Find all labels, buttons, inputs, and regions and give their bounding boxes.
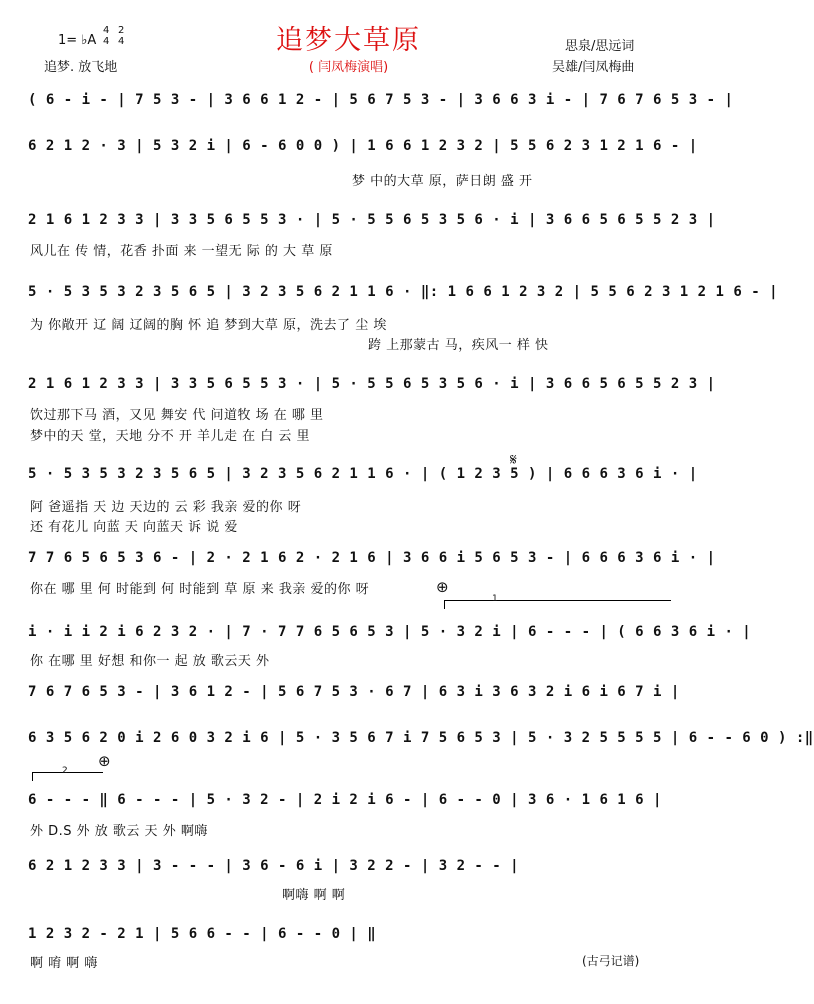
lyric-line-11: 外 D.S 外 放 歌云 天 外 啊嗨 <box>30 824 208 839</box>
album-name: 追梦. 放飞地 <box>44 60 118 75</box>
lyric-line-6a: 阿 爸遥指 天 边 天边的 云 彩 我亲 爱的你 呀 <box>30 500 302 515</box>
lyricist-credit: 思泉/思远词 <box>565 39 635 54</box>
lyric-line-5a: 饮过那下马 酒，又见 舞安 代 问道牧 场 在 哪 里 <box>30 408 324 423</box>
time-signature-1: 4 4 <box>103 25 110 47</box>
score-line-7: 7 7 6 5 6 5 3 6 - | 2 · 2 1 6 2 · 2 1 6 | 3 6 6 i 5 6 5 3 - | 6 6 6 3 6 i · | <box>28 550 716 566</box>
time-signature-2: 2 4 <box>118 25 125 47</box>
score-line-5: 2 1 6 1 2 3 3 | 3 3 5 6 5 5 3 · | 5 · 5 5 6 5 3 5 6 · i | 3 6 6 5 6 5 5 2 3 | <box>28 376 716 392</box>
page-subtitle: ( 闫凤梅演唱) <box>308 60 389 75</box>
coda-mark-2: ⊕ <box>98 752 111 770</box>
score-line-10: 6 3 5 6 2 0 i 2 6 0 3 2 i 6 | 5 · 3 5 6 7 i 7 5 6 5 3 | 5 · 3 2 5 5 5 5 | 6 - - 6 0 ) :‖ <box>28 730 814 746</box>
key-signature: 1= ♭A <box>58 33 97 48</box>
lyric-line-6b: 还 有花儿 向蓝 天 向蓝天 诉 说 爱 <box>30 520 238 535</box>
page-title: 追梦大草原 <box>276 25 421 56</box>
score-line-12: 6 2 1 2 3 3 | 3 - - - | 3 6 - 6 i | 3 2 2 - | 3 2 - - | <box>28 858 520 874</box>
transcriber-credit: (古弓记谱) <box>582 954 640 968</box>
volta-2-label: 2 <box>62 766 68 776</box>
volta-1-label: 1 <box>492 594 498 604</box>
volta-1-bracket <box>444 600 671 609</box>
lyric-line-8: 你 在哪 里 好想 和你一 起 放 歌云天 外 <box>30 654 270 669</box>
score-line-3: 2 1 6 1 2 3 3 | 3 3 5 6 5 5 3 · | 5 · 5 5 6 5 3 5 6 · i | 3 6 6 5 6 5 5 2 3 | <box>28 212 716 228</box>
lyric-line-2: 梦 中的大草 原，萨日朗 盛 开 <box>352 174 533 189</box>
segno-mark: 𝄋 <box>510 450 517 469</box>
lyric-line-5b: 梦中的天 堂，天地 分不 开 羊儿走 在 白 云 里 <box>30 429 311 444</box>
score-line-11: 6 - - - ‖ 6 - - - | 5 · 3 2 - | 2 i 2 i 6 - | 6 - - 0 | 3 6 · 1 6 1 6 | <box>28 792 662 808</box>
lyric-line-3: 风儿在 传 情，花香 扑面 来 一望无 际 的 大 草 原 <box>30 244 333 259</box>
score-line-4: 5 · 5 3 5 3 2 3 5 6 5 | 3 2 3 5 6 2 1 1 6 · ‖: 1 6 6 1 2 3 2 | 5 5 6 2 3 1 2 1 6 - | <box>28 284 779 300</box>
score-line-8: i · i i 2 i 6 2 3 2 · | 7 · 7 7 6 5 6 5 3 | 5 · 3 2 i | 6 - - - | ( 6 6 3 6 i · | <box>28 624 752 640</box>
score-line-1: ( 6 - i - | 7 5 3 - | 3 6 6 1 2 - | 5 6 7 5 3 - | 3 6 6 3 i - | 7 6 7 6 5 3 - | <box>28 92 734 108</box>
coda-mark-1: ⊕ <box>436 578 449 596</box>
score-line-9: 7 6 7 6 5 3 - | 3 6 1 2 - | 5 6 7 5 3 · 6 7 | 6 3 i 3 6 3 2 i 6 i 6 7 i | <box>28 684 680 700</box>
composer-credit: 吴雄/闫凤梅曲 <box>552 60 635 75</box>
lyric-line-12: 啊嗨 啊 啊 <box>282 888 346 903</box>
lyric-line-13: 啊 唷 啊 嗨 <box>30 956 98 971</box>
lyric-line-4a: 为 你敞开 辽 阔 辽阔的胸 怀 追 梦到大草 原，洗去了 尘 埃 <box>30 318 387 333</box>
score-line-6: 5 · 5 3 5 3 2 3 5 6 5 | 3 2 3 5 6 2 1 1 6 · | ( 1 2 3 5 ) | 6 6 6 3 6 i · | <box>28 466 698 482</box>
lyric-line-4b: 跨 上那蒙古 马，疾风一 样 快 <box>368 338 549 353</box>
score-line-13: 1 2 3 2 - 2 1 | 5 6 6 - - | 6 - - 0 | ‖ <box>28 926 377 942</box>
lyric-line-7: 你在 哪 里 何 时能到 何 时能到 草 原 来 我亲 爱的你 呀 <box>30 582 370 597</box>
score-line-2: 6 2 1 2 · 3 | 5 3 2 i | 6 - 6 0 0 ) | 1 6 6 1 2 3 2 | 5 5 6 2 3 1 2 1 6 - | <box>28 138 698 154</box>
